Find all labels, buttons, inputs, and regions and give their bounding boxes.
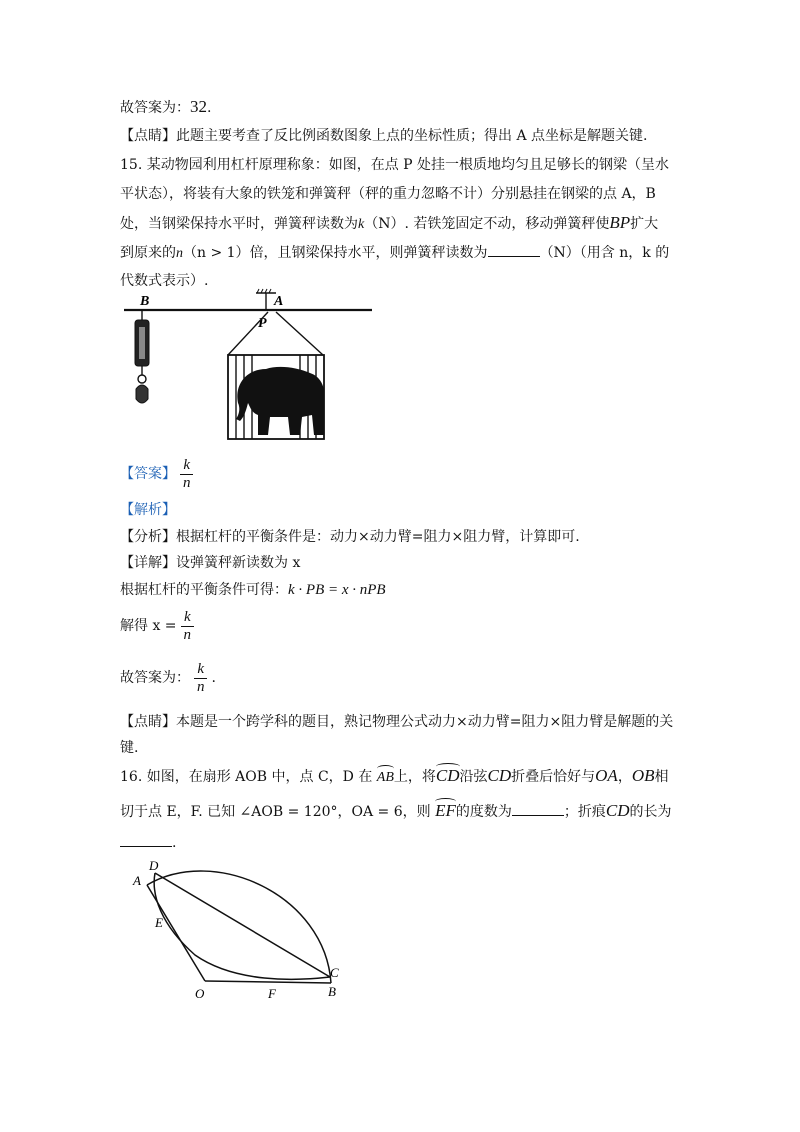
radius-OB	[205, 981, 331, 983]
fraction-denominator: n	[197, 678, 205, 695]
q16-text-2b: 的度数为	[455, 804, 512, 820]
dianjing-text: 此题主要考查了反比例函数图象上点的坐标性质；得出 A 点坐标是解题关键.	[176, 128, 648, 144]
label-O: O	[195, 986, 205, 1001]
fenxi-line	[120, 527, 580, 547]
arc-AB: AB	[377, 768, 394, 788]
q16-line-1	[120, 766, 668, 788]
label-E: E	[155, 915, 163, 930]
q15-text-4c: （N）（用含 n，k 的	[539, 245, 670, 261]
q16-line-3	[120, 832, 176, 853]
solve-line	[120, 608, 198, 644]
jiexi-line	[120, 500, 176, 520]
dianjing-tag: 【点睛】	[120, 128, 176, 144]
answer-line	[120, 456, 198, 492]
q16-text-1c: 沿弦	[459, 769, 488, 785]
dianjing2-tail-line	[120, 738, 138, 758]
q15-text-2: 平状态），将装有大象的铁笼和弹簧秤（秤的重力忽略不计）分别悬挂在钢梁的点 A，B	[120, 186, 656, 202]
q16-line-2	[120, 801, 672, 822]
q16-comma: ，	[617, 769, 632, 785]
arc-EF: EF	[435, 801, 456, 820]
chord-CD-line	[155, 873, 330, 977]
q15-line-2	[120, 184, 656, 204]
fraction-denominator: n	[183, 626, 192, 643]
radius-OA	[147, 885, 205, 981]
q15-n: n	[176, 246, 183, 261]
fraction-numerator: k	[194, 661, 207, 679]
q15-text-3c: 扩大	[630, 216, 659, 232]
q15-text-3a: 处，当钢梁保持水平时，弹簧秤读数为	[120, 216, 358, 232]
dianjing2-line	[120, 712, 673, 732]
label-A: A	[274, 294, 284, 309]
q15-k: k	[358, 217, 365, 232]
q16-text-2c: ；折痕	[563, 804, 606, 820]
xiangjie-line	[120, 553, 300, 573]
segment-OB: OB	[631, 766, 655, 785]
sector-figure	[125, 855, 355, 1005]
dianjing2-tail: 键.	[120, 740, 139, 756]
q15-text-3b: （N）. 若铁笼固定不动，移动弹簧秤使	[364, 216, 610, 232]
label-P: P	[258, 316, 267, 331]
q15-text-4b: 倍，且钢梁保持水平，则弹簧秤读数为	[249, 245, 488, 261]
q16-text-1d: 折叠后恰好与	[511, 769, 596, 785]
q15-text-5: 代数式表示）.	[120, 273, 209, 289]
previous-answer-line: 故答案为：32.	[120, 97, 212, 116]
jiexi-tag: 【解析】	[120, 502, 176, 518]
final-answer-prefix: 故答案为：	[120, 670, 190, 686]
q16-text-1a: 16. 如图，在扇形 AOB 中，点 C，D 在	[120, 769, 373, 785]
label-A: A	[133, 873, 141, 888]
arc-AB-original	[147, 871, 331, 983]
xiangjie-text: 设弹簧秤新读数为 x	[176, 555, 301, 571]
solve-fraction	[181, 609, 195, 644]
lever-formula: k · PB = x · nPB	[288, 582, 386, 598]
q16-text-1b: 上，将	[393, 769, 436, 785]
q15-text-4a: 到原来的	[120, 245, 176, 261]
q15-bp: BP	[609, 213, 631, 232]
fraction-numerator: k	[181, 609, 194, 627]
elephant-silhouette	[236, 367, 324, 435]
fenxi-tag: 【分析】	[120, 529, 176, 545]
fraction-denominator: n	[183, 474, 191, 491]
segment-OA: OA	[595, 766, 618, 785]
answer-fraction	[180, 457, 194, 492]
label-B: B	[140, 294, 150, 309]
label-D: D	[149, 858, 159, 873]
label-F: F	[268, 986, 276, 1001]
label-C: C	[330, 965, 339, 980]
dianjing2-text: 本题是一个跨学科的题目，熟记物理公式动力×动力臂=阻力×阻力臂是解题的关	[176, 714, 674, 730]
q16-text-2a: 切于点 E，F. 已知 ∠AOB = 120°，OA = 6，则	[120, 804, 431, 820]
fraction-numerator: k	[180, 457, 193, 475]
condition-text: 根据杠杆的平衡条件可得：	[120, 582, 288, 598]
answer-blank	[488, 242, 540, 257]
q16-text-1f: 相	[654, 769, 669, 785]
solve-text: 解得 x =	[120, 618, 177, 634]
q15-line-4	[120, 242, 669, 264]
q16-period: .	[172, 835, 177, 851]
q15-line-3	[120, 213, 658, 235]
lever-figure	[118, 285, 378, 445]
crease-CD: CD	[605, 801, 630, 820]
answer-tag: 【答案】	[120, 466, 176, 482]
answer-value: 32	[190, 97, 207, 116]
chord-CD: CD	[487, 766, 512, 785]
answer-prefix: 故答案为：	[120, 100, 190, 116]
xiangjie-tag: 【详解】	[120, 555, 176, 571]
answer-blank	[120, 832, 172, 847]
final-answer-line: 故答案为： $\frac{k}{n}$ .	[120, 660, 216, 695]
q15-condition: （n > 1）	[183, 245, 250, 261]
final-fraction	[194, 661, 208, 696]
q15-text-1: 15. 某动物园利用杠杆原理称象：如图，在点 P 处挂一根质地均匀且足够长的钢梁（呈水	[120, 157, 670, 173]
weight	[136, 385, 148, 403]
label-B: B	[328, 984, 336, 999]
q15-line-1	[120, 155, 669, 175]
answer-blank	[512, 801, 564, 816]
q16-text-2d: 的长为	[629, 804, 672, 820]
arc-CD: CD	[435, 766, 460, 785]
condition-line	[120, 580, 386, 600]
dianjing-line	[120, 126, 647, 146]
dianjing2-tag: 【点睛】	[120, 714, 176, 730]
fenxi-text: 根据杠杆的平衡条件是：动力×动力臂=阻力×阻力臂，计算即可.	[176, 529, 580, 545]
